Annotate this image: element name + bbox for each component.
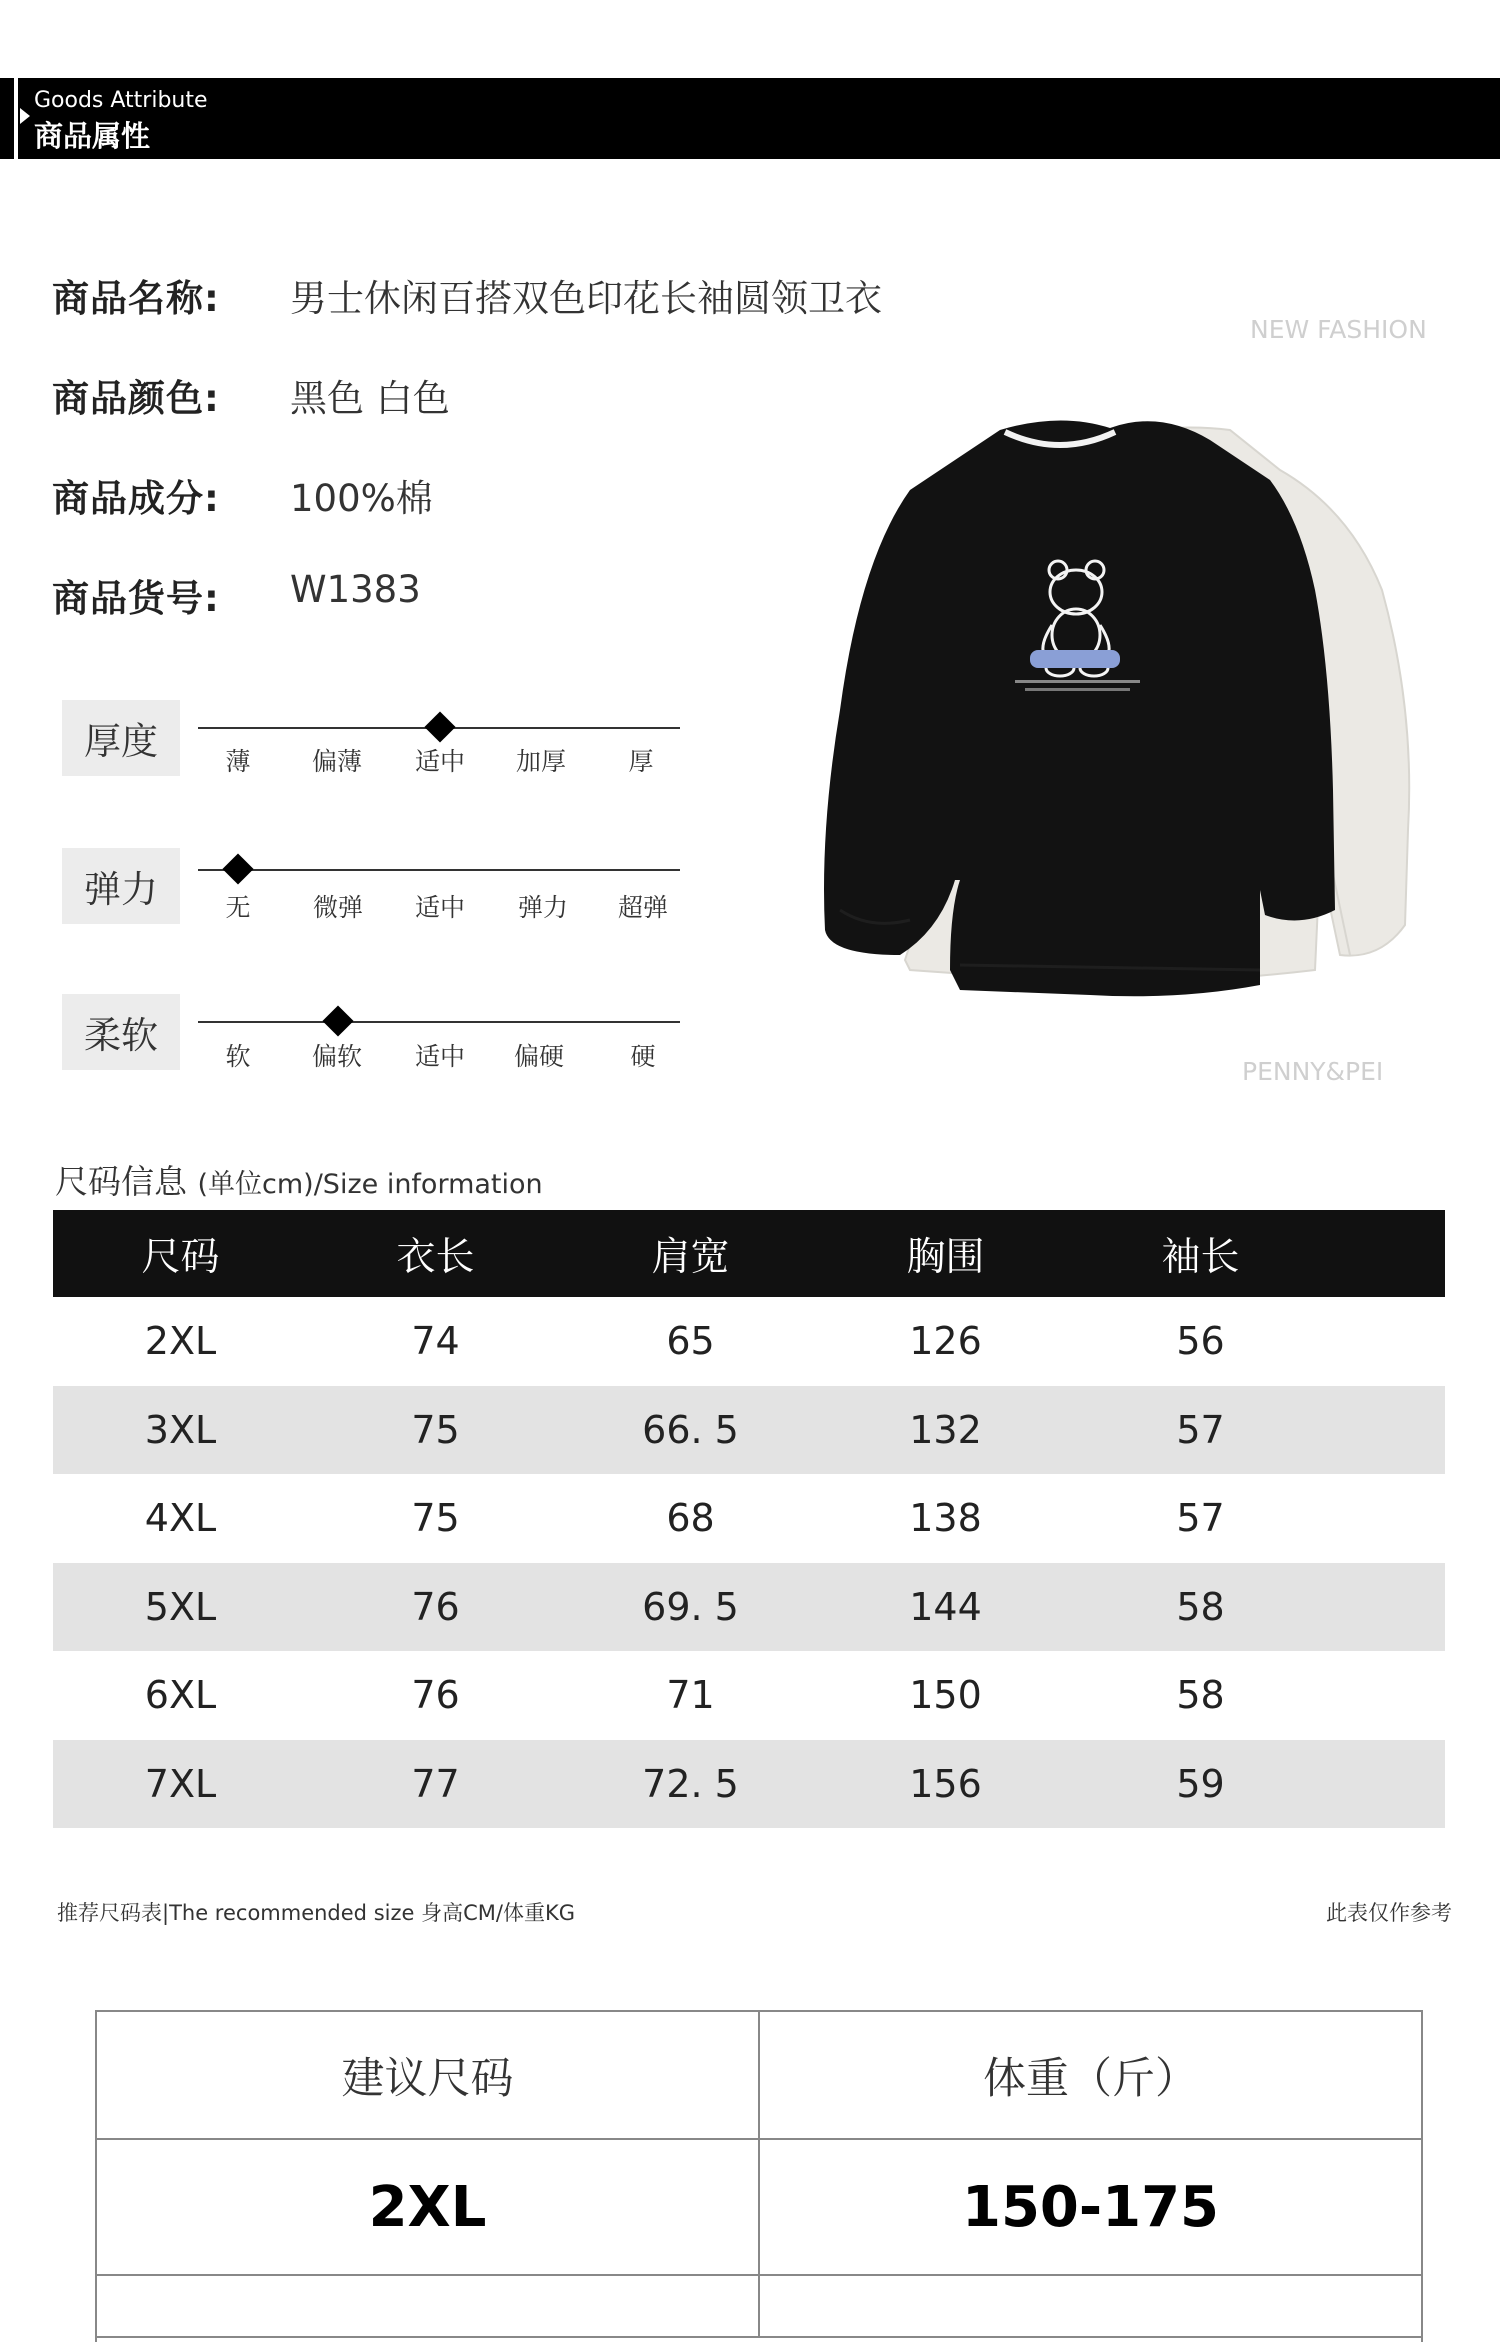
table-cell: 150-175 [758,2140,1421,2274]
table-cell: 59 [1176,1761,1225,1806]
table-cell: 58 [1176,1673,1225,1718]
scale-option: 无 [225,893,251,922]
scale-option: 超弹 [617,893,668,922]
scale-line-softness [198,1021,680,1023]
table-cell: 57 [1176,1407,1225,1452]
attr-label-material: 商品成分: [52,477,220,520]
table-cell: 126 [909,1319,982,1364]
table-cell: 68 [666,1496,715,1541]
table-cell: 150 [909,1673,982,1718]
scale-marker-softness [322,1005,353,1036]
size-info-title-cn: 尺码信息 [55,1162,187,1201]
scale-tag-softness: 柔软 [62,994,180,1070]
table-cell: 138 [909,1496,982,1541]
table-cell: 76 [411,1673,460,1718]
scale-option: 硬 [630,1042,656,1071]
size-table [53,1210,1445,1828]
table-cell [758,2276,1421,2336]
scale-option: 厚 [628,747,654,776]
attr-label-sku: 商品货号: [52,577,220,620]
table-cell: 156 [909,1761,982,1806]
size-table-header [53,1210,1445,1297]
recommend-header-cell: 体重（斤） [758,2012,1421,2138]
table-row [53,1386,1445,1475]
table-row [53,1651,1445,1740]
scale-option: 偏软 [311,1042,362,1071]
header-title-cn: 商品属性 [34,119,151,153]
size-table-header-cell: 肩宽 [651,1234,730,1280]
attr-value-color: 黑色 白色 [290,377,450,420]
table-cell: 74 [411,1319,460,1364]
recommend-table-header [97,2012,1421,2140]
table-cell: 57 [1176,1496,1225,1541]
recommend-note: 推荐尺码表|The recommended size 身高CM/体重KG [57,1901,575,1925]
size-table-header-cell: 衣长 [396,1234,475,1280]
scale-marker-thickness [424,711,455,742]
scale-option: 适中 [414,1042,465,1071]
scale-option: 偏薄 [311,747,362,776]
table-cell: 5XL [144,1584,217,1629]
recommend-table [95,2010,1423,2342]
header-title-en: Goods Attribute [34,88,208,113]
attr-value-material: 100%棉 [290,477,433,520]
table-cell: 71 [666,1673,715,1718]
size-table-header-cell: 尺码 [141,1234,220,1280]
table-cell: 69. 5 [642,1584,739,1629]
scale-option: 微弹 [312,893,363,922]
table-cell: 76 [411,1584,460,1629]
attr-label-name: 商品名称: [52,277,220,320]
scale-option: 偏硬 [513,1042,564,1071]
table-cell: 6XL [144,1673,217,1718]
table-cell: 56 [1176,1319,1225,1364]
recommend-header-cell: 建议尺码 [341,2053,514,2104]
table-cell: 58 [1176,1584,1225,1629]
scale-option: 适中 [414,893,465,922]
header-arrow-icon [20,108,30,124]
table-cell: 144 [909,1584,982,1629]
size-info-title [55,1156,543,1203]
scale-option: 弹力 [517,893,568,922]
recommend-disclaimer: 此表仅作参考 [1326,1901,1452,1925]
table-cell: 72. 5 [642,1761,739,1806]
table-cell: 132 [909,1407,982,1452]
scale-option: 软 [225,1042,251,1071]
table-cell: 2XL [144,1319,217,1364]
attr-value-sku: W1383 [290,568,421,611]
table-cell: 3XL [144,1407,217,1452]
size-info-subtitle: (单位cm)/Size information [197,1169,543,1200]
table-row [53,1474,1445,1563]
attr-label-color: 商品颜色: [52,377,220,420]
scale-option: 加厚 [515,747,566,776]
table-cell: 66. 5 [642,1407,739,1452]
scale-option: 薄 [225,747,251,776]
size-table-header-cell: 袖长 [1161,1234,1240,1280]
table-cell: 75 [411,1407,460,1452]
section-header-bar [0,78,1500,159]
watermark-brand: PENNY&PEI [1242,1057,1384,1086]
watermark-new-fashion: NEW FASHION [1250,315,1427,344]
black-sweatshirt [824,420,1335,996]
table-row [53,1297,1445,1386]
table-cell [97,2276,758,2336]
table-cell: 77 [411,1761,460,1806]
table-cell: 2XL [368,2174,487,2240]
attr-value-name: 男士休闲百搭双色印花长袖圆领卫衣 [290,277,882,320]
table-cell: 75 [411,1496,460,1541]
table-row [97,2140,1421,2276]
size-table-header-cell: 胸围 [906,1234,985,1280]
product-photo [810,410,1450,1010]
scale-tag-thickness: 厚度 [62,700,180,776]
table-row [97,2276,1421,2338]
table-row [53,1740,1445,1829]
table-cell: 7XL [144,1761,217,1806]
table-row [53,1563,1445,1652]
header-accent-stripe [0,78,18,159]
scale-marker-elasticity [222,853,253,884]
scale-option: 适中 [414,747,465,776]
scale-tag-elasticity: 弹力 [62,848,180,924]
scale-line-elasticity [198,869,680,871]
table-cell: 4XL [144,1496,217,1541]
table-cell: 65 [666,1319,715,1364]
